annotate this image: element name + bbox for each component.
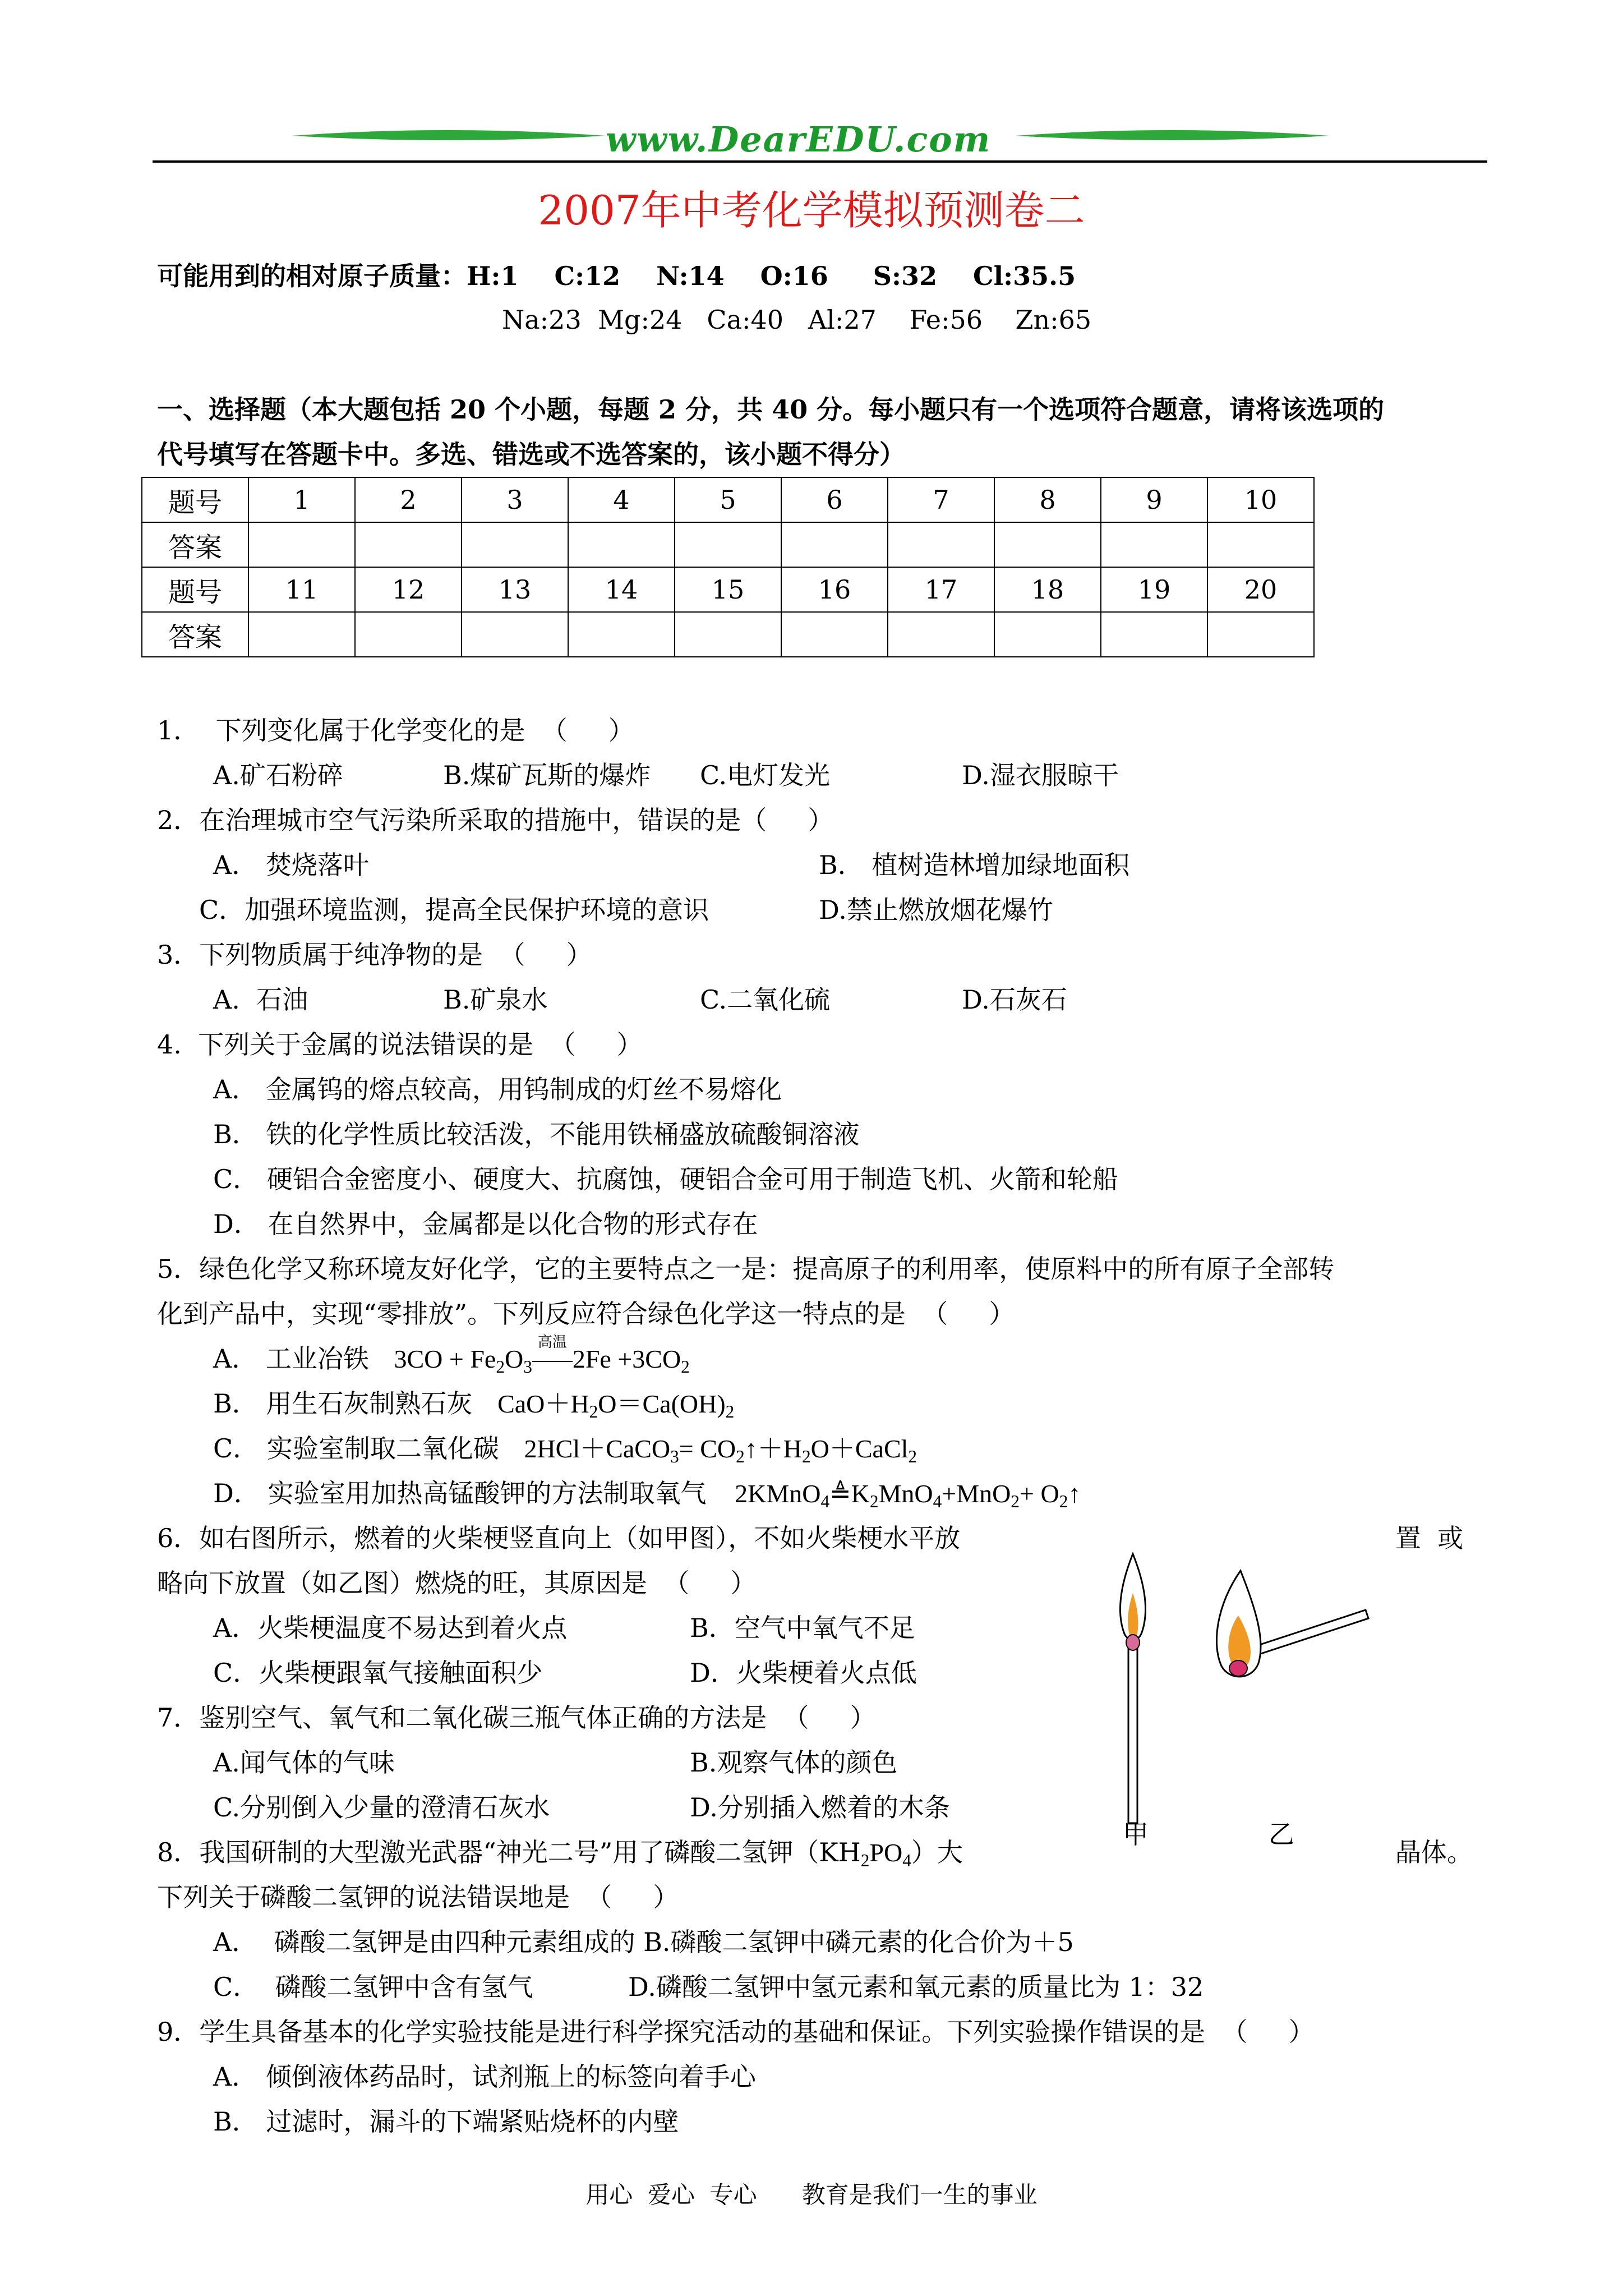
- q5-option-b-equation: $CaO+H_2O=Ca(OH)_2$: [497, 1389, 735, 1421]
- q5-option-c-label: C． 实验室制取二氧化碳: [213, 1433, 499, 1464]
- q4-option-a: A． 金属钨的熔点较高，用钨制成的灯丝不易熔化: [213, 1074, 782, 1105]
- q2-option-a: A． 焚烧落叶: [213, 850, 369, 880]
- q8-option-a-b: A． 磷酸二氢钾是由四种元素组成的 B.磷酸二氢钾中磷元素的化合价为＋5: [213, 1927, 1074, 1957]
- answer-cell[interactable]: [675, 612, 781, 657]
- match-horizontal: [1216, 1571, 1368, 1677]
- q5-option-c: [213, 1432, 917, 1474]
- figure-label-yi: 乙: [1269, 1819, 1294, 1849]
- table-cell-label: 题号: [142, 567, 248, 612]
- question-6-line2: 略向下放置（如乙图）燃烧的旺，其原因是 （ ）: [157, 1568, 757, 1598]
- question-8-line1-pre: 8．我国研制的大型激光武器“神光二号”用了磷酸二氢钾（KH: [157, 1837, 861, 1867]
- figure-label-jia: 甲: [1123, 1819, 1149, 1849]
- question-1: 1． 下列变化属于化学变化的是 （ ）: [157, 715, 634, 746]
- table-cell-label: 答案: [142, 522, 248, 567]
- table-cell: 15: [675, 567, 781, 612]
- page-footer: 用心 爱心 专心 教育是我们一生的事业: [585, 2181, 1038, 2208]
- q5-option-d-equation: $2KMnO_4≜K_2MnO_4+MnO_2+$ $O_2↑$: [735, 1479, 1081, 1511]
- table-cell: 5: [675, 477, 781, 522]
- question-4: 4. 下列关于金属的说法错误的是 （ ）: [157, 1029, 643, 1060]
- table-cell: 3: [462, 477, 568, 522]
- question-5-line2: 化到产品中，实现“零排放”。下列反应符合绿色化学这一特点的是 （ ）: [157, 1299, 1015, 1329]
- answer-cell[interactable]: [1207, 612, 1314, 657]
- answer-cell[interactable]: [781, 522, 888, 567]
- table-cell: 9: [1101, 477, 1207, 522]
- table-cell: 7: [888, 477, 994, 522]
- table-cell: 16: [781, 567, 888, 612]
- question-9: 9．学生具备基本的化学实验技能是进行科学探究活动的基础和保证。下列实验操作错误的是 （ ）: [157, 2017, 1315, 2047]
- question-8-line1: [157, 1835, 963, 1878]
- table-cell: 11: [248, 567, 355, 612]
- table-cell-label: 题号: [142, 477, 248, 522]
- question-2: 2．在治理城市空气污染所采取的措施中，错误的是（ ）: [157, 805, 834, 835]
- section-heading-line2: 代号填写在答题卡中。多选、错选或不选答案的，该小题不得分）: [157, 439, 905, 470]
- q6-option-b: B．空气中氧气不足: [690, 1613, 915, 1643]
- q3-option-a: A. 石油: [213, 984, 308, 1015]
- q2-option-b: B． 植树造林增加绿地面积: [819, 850, 1130, 880]
- q1-option-c: C.电灯发光: [700, 760, 831, 790]
- table-cell: 8: [994, 477, 1101, 522]
- answer-cell[interactable]: [1101, 522, 1207, 567]
- table-cell: 4: [568, 477, 675, 522]
- q7-option-d: D.分别插入燃着的木条: [690, 1792, 950, 1823]
- q1-option-b: B.煤矿瓦斯的爆炸: [443, 760, 651, 790]
- answer-cell[interactable]: [675, 522, 781, 567]
- q5-option-b-label: B． 用生石灰制熟石灰: [213, 1388, 473, 1419]
- question-6-line1: 6．如右图所示，燃着的火柴梗竖直向上（如甲图），不如火柴梗水平放: [157, 1523, 961, 1553]
- answer-cell[interactable]: [462, 522, 568, 567]
- q3-option-b: B.矿泉水: [443, 984, 548, 1015]
- answer-cell[interactable]: [355, 612, 462, 657]
- answer-cell[interactable]: [355, 522, 462, 567]
- q1-option-a: A.矿石粉碎: [213, 760, 343, 790]
- answer-cell[interactable]: [248, 612, 355, 657]
- q5-option-a: [213, 1334, 690, 1384]
- q8-option-c: C． 磷酸二氢钾中含有氢气: [213, 1972, 533, 2002]
- header-rule: [153, 160, 1487, 163]
- logo-swoosh-right: [1015, 128, 1329, 145]
- answer-cell[interactable]: [1207, 522, 1314, 567]
- table-row: [142, 477, 1314, 522]
- table-cell-label: 答案: [142, 612, 248, 657]
- q7-option-a: A.闻气体的气味: [213, 1747, 395, 1778]
- question-8-line2: 下列关于磷酸二氢钾的说法错误地是 （ ）: [157, 1882, 679, 1912]
- q4-option-c: C． 硬铝合金密度小、硬度大、抗腐蚀，硬铝合金可用于制造飞机、火箭和轮船: [213, 1164, 1118, 1194]
- q5-option-d: [213, 1476, 1081, 1519]
- answer-cell[interactable]: [248, 522, 355, 567]
- q6-option-d: D．火柴梗着火点低: [690, 1658, 917, 1688]
- answer-table: [141, 477, 1315, 657]
- q6-option-c: C．火柴梗跟氧气接触面积少: [213, 1658, 543, 1688]
- match-figure: [1099, 1548, 1391, 1862]
- q5-option-d-label: D． 实验室用加热高锰酸钾的方法制取氧气: [213, 1478, 707, 1508]
- table-cell: 17: [888, 567, 994, 612]
- answer-cell[interactable]: [568, 612, 675, 657]
- atomic-masses-line2: Na:23 Mg:24 Ca:40 Al:27 Fe:56 Zn:65: [502, 305, 1092, 335]
- answer-cell[interactable]: [781, 612, 888, 657]
- answer-cell[interactable]: [994, 522, 1101, 567]
- q1-option-d: D.湿衣服晾干: [962, 760, 1119, 790]
- q4-option-d: D． 在自然界中，金属都是以化合物的形式存在: [213, 1209, 758, 1239]
- table-cell: 20: [1207, 567, 1314, 612]
- q3-option-c: C.二氧化硫: [700, 984, 831, 1015]
- logo-text: www.DearEDU.com: [606, 119, 992, 160]
- q3-option-d: D.石灰石: [962, 984, 1067, 1015]
- question-7: 7．鉴别空气、氧气和二氧化碳三瓶气体正确的方法是 （ ）: [157, 1703, 876, 1733]
- table-cell: 12: [355, 567, 462, 612]
- table-row: [142, 612, 1314, 657]
- answer-cell[interactable]: [462, 612, 568, 657]
- q5-option-a-label: A． 工业冶铁: [213, 1343, 369, 1374]
- page-title: 2007年中考化学模拟预测卷二: [538, 187, 1085, 234]
- table-cell: 1: [248, 477, 355, 522]
- question-8-line1-post: ）大: [911, 1837, 963, 1867]
- table-cell: 6: [781, 477, 888, 522]
- q9-option-b: B． 过滤时，漏斗的下端紧贴烧杯的内壁: [213, 2106, 679, 2137]
- answer-cell[interactable]: [1101, 612, 1207, 657]
- table-cell: 14: [568, 567, 675, 612]
- table-row: [142, 567, 1314, 612]
- table-row: [142, 522, 1314, 567]
- q6-option-a: A．火柴梗温度不易达到着火点: [213, 1613, 568, 1643]
- q9-option-a: A． 倾倒液体药品时，试剂瓶上的标签向着手心: [213, 2062, 756, 2092]
- reaction-condition: 高温: [537, 1334, 567, 1350]
- q2-option-d: D.禁止燃放烟花爆竹: [819, 895, 1053, 925]
- answer-cell[interactable]: [568, 522, 675, 567]
- q4-option-b: B． 铁的化学性质比较活泼，不能用铁桶盛放硫酸铜溶液: [213, 1119, 860, 1149]
- q7-option-b: B.观察气体的颜色: [690, 1747, 898, 1778]
- table-cell: 18: [994, 567, 1101, 612]
- q5-option-a-equation: $3CO + Fe_2O_3$ 高温 $2Fe +3CO_2$: [394, 1345, 689, 1373]
- answer-cell[interactable]: [888, 522, 994, 567]
- match-upright: [1120, 1554, 1145, 1823]
- q8-option-d: D.磷酸二氢钾中氢元素和氧元素的质量比为 1：32: [628, 1972, 1204, 2002]
- q5-option-c-equation: 2HCl＋CaCO$_3$= $CO_2↑+H_2O+CaCl_2$: [524, 1434, 917, 1466]
- logo-swoosh-left: [292, 128, 606, 145]
- question-8-line1-end: 晶体。: [1395, 1837, 1473, 1867]
- answer-cell[interactable]: [994, 612, 1101, 657]
- table-cell: 13: [462, 567, 568, 612]
- atomic-masses-line1: 可能用到的相对原子质量：H:1 C:12 N:14 O:16 S:32 Cl:35.5: [157, 261, 1076, 291]
- section-heading-line1: 一、选择题（本大题包括 20 个小题，每题 2 分，共 40 分。每小题只有一个选项符合题意，请将该选项的: [157, 394, 1385, 425]
- answer-cell[interactable]: [888, 612, 994, 657]
- question-6-line1-end: 置 或: [1395, 1523, 1464, 1553]
- table-cell: 19: [1101, 567, 1207, 612]
- question-3: 3．下列物质属于纯净物的是 （ ）: [157, 940, 592, 970]
- q2-option-c: C．加强环境监测，提高全民保护环境的意识: [199, 895, 709, 925]
- question-5-line1: 5．绿色化学又称环境友好化学，它的主要特点之一是：提高原子的利用率，使原料中的所有原子全部转: [157, 1254, 1335, 1284]
- table-cell: 2: [355, 477, 462, 522]
- table-cell: 10: [1207, 477, 1314, 522]
- q8-formula: $_2PO_4$: [860, 1838, 911, 1870]
- q5-option-b: [213, 1387, 734, 1429]
- q7-option-c: C.分别倒入少量的澄清石灰水: [213, 1792, 550, 1823]
